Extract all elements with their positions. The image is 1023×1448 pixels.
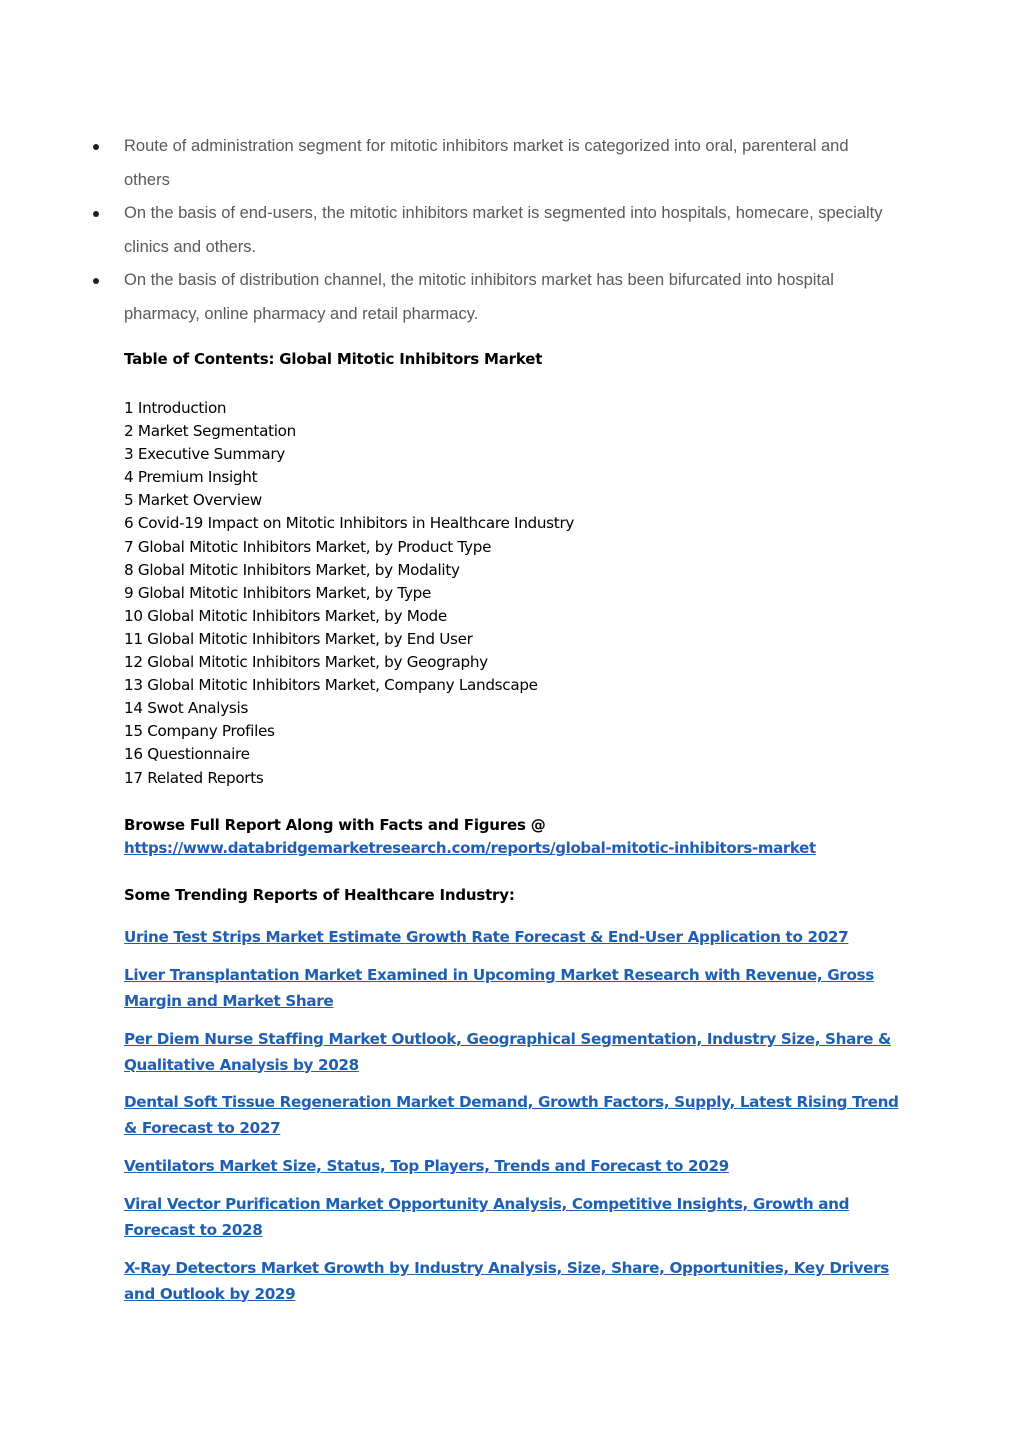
- bullet-item: [0, 197, 894, 264]
- toc-item: 13 Global Mitotic Inhibitors Market, Company Landscape: [124, 676, 538, 695]
- toc-item: 7 Global Mitotic Inhibitors Market, by Product Type: [124, 537, 492, 556]
- bullet-dot-icon: [93, 211, 99, 217]
- trending-report-link[interactable]: Ventilators Market Size, Status, Top Players, Trends and Forecast to 2029: [124, 1157, 729, 1175]
- toc-item: 3 Executive Summary: [124, 445, 285, 464]
- toc-heading: Table of Contents: Global Mitotic Inhibitors Market: [124, 350, 543, 368]
- toc-item: 9 Global Mitotic Inhibitors Market, by Type: [124, 583, 432, 602]
- bullet-dot-icon: [93, 144, 99, 150]
- trending-report-link[interactable]: Viral Vector Purification Market Opportunity Analysis, Competitive Insights, Growth and Forecast to 2028: [124, 1195, 850, 1239]
- bullet-item: [0, 130, 894, 197]
- toc-item: 4 Premium Insight: [124, 468, 258, 487]
- toc-item: 5 Market Overview: [124, 491, 262, 510]
- toc-item: 6 Covid-19 Impact on Mitotic Inhibitors in Healthcare Industry: [124, 514, 575, 533]
- toc-item: 12 Global Mitotic Inhibitors Market, by Geography: [124, 653, 488, 672]
- toc-item: 10 Global Mitotic Inhibitors Market, by Mode: [124, 606, 447, 625]
- trending-report-link[interactable]: Liver Transplantation Market Examined in Upcoming Market Research with Revenue, Gross Margin and Market Share: [124, 966, 874, 1010]
- trending-report-link[interactable]: X-Ray Detectors Market Growth by Industry Analysis, Size, Share, Opportunities, Key Drivers and Outlook by 2029: [124, 1259, 889, 1303]
- bullet-item: [0, 264, 894, 331]
- toc-item: 15 Company Profiles: [124, 722, 275, 741]
- toc-item: 11 Global Mitotic Inhibitors Market, by End User: [124, 629, 473, 648]
- toc-item: 2 Market Segmentation: [124, 422, 296, 441]
- toc-item: 14 Swot Analysis: [124, 699, 249, 718]
- trending-report-link[interactable]: Dental Soft Tissue Regeneration Market Demand, Growth Factors, Supply, Latest Rising Trend & Forecast to 2027: [124, 1093, 899, 1137]
- browse-full-report-label: Browse Full Report Along with Facts and Figures @: [124, 816, 546, 834]
- trending-report-link[interactable]: Per Diem Nurse Staffing Market Outlook, Geographical Segmentation, Industry Size, Share & Qualitative Analysis by 2028: [124, 1030, 891, 1074]
- segmentation-bullet-list: [0, 130, 1023, 331]
- toc-item: 16 Questionnaire: [124, 745, 250, 764]
- table-of-contents: [124, 397, 574, 790]
- toc-item: 17 Related Reports: [124, 768, 264, 787]
- bullet-dot-icon: [93, 278, 99, 284]
- toc-item: 8 Global Mitotic Inhibitors Market, by Modality: [124, 560, 460, 579]
- bullet-text: Route of administration segment for mitotic inhibitors market is categorized into oral, parenteral and others: [124, 137, 849, 189]
- full-report-link[interactable]: https://www.databridgemarketresearch.com/reports/global-mitotic-inhibitors-market: [124, 839, 816, 857]
- toc-item: 1 Introduction: [124, 399, 227, 417]
- bullet-text: On the basis of end-users, the mitotic inhibitors market is segmented into hospitals, homecare, specialty clinics and others.: [124, 204, 883, 256]
- trending-report-link[interactable]: Urine Test Strips Market Estimate Growth Rate Forecast & End-User Application to 2027: [124, 928, 849, 946]
- bullet-text: On the basis of distribution channel, the mitotic inhibitors market has been bifurcated into hospital pharmacy, online pharmacy and retail pharmacy.: [124, 271, 834, 323]
- trending-reports-heading: Some Trending Reports of Healthcare Industry:: [124, 886, 515, 904]
